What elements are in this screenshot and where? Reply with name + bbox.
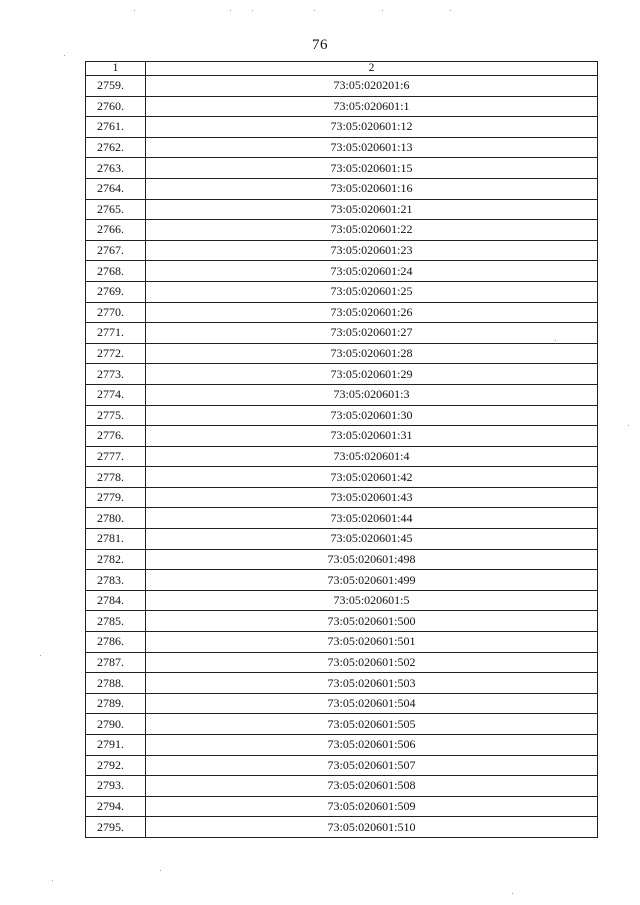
cadastral-number-cell: 73:05:020601:502 [146, 652, 598, 673]
cadastral-number-cell: 73:05:020601:45 [146, 529, 598, 550]
cadastral-number-cell: 73:05:020601:508 [146, 776, 598, 797]
row-index-cell: 2779. [86, 487, 146, 508]
row-index-cell: 2759. [86, 76, 146, 97]
row-index-cell: 2772. [86, 343, 146, 364]
cadastral-number-cell: 73:05:020601:13 [146, 137, 598, 158]
row-index-cell: 2791. [86, 735, 146, 756]
cadastral-number-cell: 73:05:020601:25 [146, 281, 598, 302]
cadastral-number-cell: 73:05:020601:510 [146, 817, 598, 838]
row-index-cell: 2774. [86, 384, 146, 405]
table-row [86, 570, 598, 591]
row-index-cell: 2781. [86, 529, 146, 550]
table-row [86, 817, 598, 838]
table-row [86, 693, 598, 714]
row-index-cell: 2773. [86, 364, 146, 385]
cadastral-number-cell: 73:05:020601:1 [146, 96, 598, 117]
table-row [86, 302, 598, 323]
cadastral-number-cell: 73:05:020601:44 [146, 508, 598, 529]
scan-speck [252, 10, 253, 11]
table-row [86, 261, 598, 282]
cadastral-number-cell: 73:05:020601:29 [146, 364, 598, 385]
table-row [86, 652, 598, 673]
table-row [86, 199, 598, 220]
table-row [86, 611, 598, 632]
cadastral-number-table [85, 61, 598, 838]
row-index-cell: 2780. [86, 508, 146, 529]
row-index-cell: 2789. [86, 693, 146, 714]
table-row [86, 405, 598, 426]
table-row [86, 76, 598, 97]
row-index-cell: 2769. [86, 281, 146, 302]
scan-speck [450, 10, 451, 11]
cadastral-number-cell: 73:05:020601:16 [146, 178, 598, 199]
table-header-row [86, 62, 598, 76]
cadastral-number-cell: 73:05:020601:500 [146, 611, 598, 632]
row-index-cell: 2785. [86, 611, 146, 632]
cadastral-number-cell: 73:05:020601:4 [146, 446, 598, 467]
cadastral-number-cell: 73:05:020601:23 [146, 240, 598, 261]
cadastral-number-cell: 73:05:020601:507 [146, 755, 598, 776]
cadastral-number-cell: 73:05:020601:42 [146, 467, 598, 488]
table-row [86, 426, 598, 447]
scan-speck [230, 10, 231, 11]
row-index-cell: 2777. [86, 446, 146, 467]
table-row [86, 487, 598, 508]
table-row [86, 240, 598, 261]
row-index-cell: 2760. [86, 96, 146, 117]
cadastral-number-cell: 73:05:020601:503 [146, 673, 598, 694]
table-row [86, 281, 598, 302]
column-header-cadastral-number: 2 [146, 62, 598, 76]
cadastral-number-cell: 73:05:020601:3 [146, 384, 598, 405]
table-row [86, 158, 598, 179]
table-row [86, 714, 598, 735]
cadastral-number-cell: 73:05:020601:43 [146, 487, 598, 508]
table-row [86, 364, 598, 385]
row-index-cell: 2778. [86, 467, 146, 488]
cadastral-number-cell: 73:05:020601:26 [146, 302, 598, 323]
scan-speck [134, 10, 135, 11]
row-index-cell: 2787. [86, 652, 146, 673]
row-index-cell: 2795. [86, 817, 146, 838]
cadastral-number-cell: 73:05:020601:505 [146, 714, 598, 735]
cadastral-number-cell: 73:05:020601:506 [146, 735, 598, 756]
row-index-cell: 2766. [86, 220, 146, 241]
cadastral-number-cell: 73:05:020601:22 [146, 220, 598, 241]
cadastral-number-cell: 73:05:020601:24 [146, 261, 598, 282]
table-row [86, 467, 598, 488]
cadastral-number-cell: 73:05:020601:15 [146, 158, 598, 179]
scan-speck [512, 893, 513, 894]
table-row [86, 755, 598, 776]
row-index-cell: 2792. [86, 755, 146, 776]
cadastral-number-cell: 73:05:020201:6 [146, 76, 598, 97]
cadastral-number-cell: 73:05:020601:501 [146, 632, 598, 653]
table-row [86, 796, 598, 817]
table-row [86, 735, 598, 756]
cadastral-number-cell: 73:05:020601:31 [146, 426, 598, 447]
table-row [86, 632, 598, 653]
row-index-cell: 2765. [86, 199, 146, 220]
row-index-cell: 2788. [86, 673, 146, 694]
table-row [86, 384, 598, 405]
table-row [86, 178, 598, 199]
page-number: 76 [312, 37, 328, 53]
table-row [86, 549, 598, 570]
row-index-cell: 2771. [86, 323, 146, 344]
scan-speck [314, 10, 315, 11]
row-index-cell: 2784. [86, 590, 146, 611]
row-index-cell: 2786. [86, 632, 146, 653]
scan-speck [64, 55, 65, 56]
row-index-cell: 2768. [86, 261, 146, 282]
table-row [86, 117, 598, 138]
cadastral-number-cell: 73:05:020601:504 [146, 693, 598, 714]
cadastral-number-cell: 73:05:020601:498 [146, 549, 598, 570]
cadastral-number-cell: 73:05:020601:12 [146, 117, 598, 138]
scan-speck [382, 10, 383, 11]
scan-speck [628, 425, 629, 426]
scan-speck [555, 340, 556, 341]
row-index-cell: 2761. [86, 117, 146, 138]
table-row [86, 137, 598, 158]
column-header-index: 1 [86, 62, 146, 76]
scan-speck [52, 880, 53, 881]
row-index-cell: 2776. [86, 426, 146, 447]
cadastral-number-cell: 73:05:020601:30 [146, 405, 598, 426]
cadastral-number-cell: 73:05:020601:499 [146, 570, 598, 591]
row-index-cell: 2790. [86, 714, 146, 735]
row-index-cell: 2783. [86, 570, 146, 591]
scan-speck [40, 655, 41, 656]
table-row [86, 590, 598, 611]
table-row [86, 673, 598, 694]
table-row [86, 323, 598, 344]
row-index-cell: 2762. [86, 137, 146, 158]
row-index-cell: 2775. [86, 405, 146, 426]
cadastral-number-cell: 73:05:020601:27 [146, 323, 598, 344]
table-row [86, 529, 598, 550]
table-row [86, 220, 598, 241]
row-index-cell: 2770. [86, 302, 146, 323]
row-index-cell: 2763. [86, 158, 146, 179]
row-index-cell: 2793. [86, 776, 146, 797]
row-index-cell: 2782. [86, 549, 146, 570]
cadastral-number-cell: 73:05:020601:21 [146, 199, 598, 220]
cadastral-number-cell: 73:05:020601:5 [146, 590, 598, 611]
scan-speck [160, 870, 161, 871]
cadastral-number-cell: 73:05:020601:509 [146, 796, 598, 817]
row-index-cell: 2764. [86, 178, 146, 199]
cadastral-number-cell: 73:05:020601:28 [146, 343, 598, 364]
row-index-cell: 2794. [86, 796, 146, 817]
table-body [86, 76, 598, 838]
table-row [86, 343, 598, 364]
table-row [86, 776, 598, 797]
table-row [86, 446, 598, 467]
table-row [86, 508, 598, 529]
row-index-cell: 2767. [86, 240, 146, 261]
table-row [86, 96, 598, 117]
